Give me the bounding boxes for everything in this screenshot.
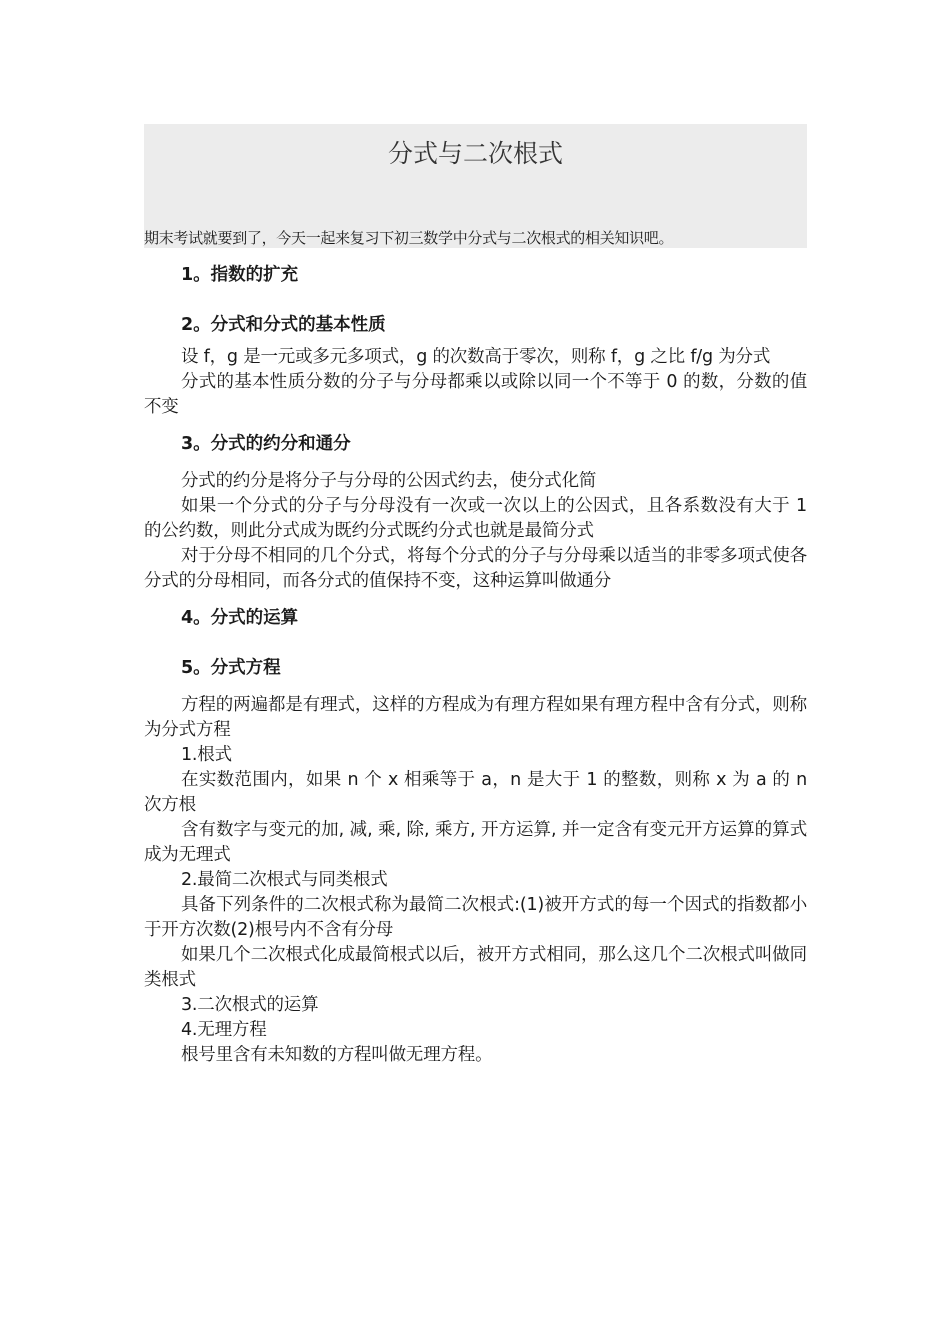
document-page: [144, 124, 807, 1068]
content-body: [144, 263, 807, 1068]
paragraph: 对于分母不相同的几个分式，将每个分式的分子与分母乘以适当的非零多项式使各分式的分母相同，而各分式的值保持不变，这种运算叫做通分: [144, 546, 807, 591]
section-heading: 2。分式和分式的基本性质: [181, 315, 386, 335]
paragraph: 设 f，g 是一元或多元多项式，g 的次数高于零次，则称 f，g 之比 f/g 为分式: [181, 347, 771, 367]
section-heading: 3。分式的约分和通分: [181, 434, 351, 454]
paragraph: 方程的两遍都是有理式，这样的方程成为有理方程如果有理方程中含有分式，则称为分式方程: [144, 695, 807, 740]
paragraph: 2.最简二次根式与同类根式: [181, 870, 388, 890]
section-heading: 5。分式方程: [181, 658, 281, 678]
paragraph: 含有数字与变元的加, 减, 乘, 除, 乘方, 开方运算, 并一定含有变元开方运算的算式成为无理式: [144, 820, 807, 865]
title-banner: [144, 124, 807, 248]
paragraph: 4.无理方程: [181, 1020, 267, 1040]
page-title: 分式与二次根式: [387, 139, 563, 168]
paragraph: 如果几个二次根式化成最简根式以后，被开方式相同，那么这几个二次根式叫做同类根式: [144, 945, 807, 990]
paragraph: 1.根式: [181, 745, 232, 765]
paragraph: 3.二次根式的运算: [181, 995, 319, 1015]
paragraph: 如果一个分式的分子与分母没有一次或一次以上的公因式，且各系数没有大于 1 的公约数，则此分式成为既约分式既约分式也就是最简分式: [144, 496, 807, 541]
paragraph: 分式的约分是将分子与分母的公因式约去，使分式化简: [181, 471, 597, 491]
intro-text: 期末考试就要到了，今天一起来复习下初三数学中分式与二次根式的相关知识吧。: [144, 229, 674, 247]
section-heading: 1。指数的扩充: [181, 265, 299, 285]
paragraph: 根号里含有未知数的方程叫做无理方程。: [181, 1045, 493, 1065]
section-heading: 4。分式的运算: [181, 608, 299, 628]
paragraph: 分式的基本性质分数的分子与分母都乘以或除以同一个不等于 0 的数，分数的值不变: [144, 372, 807, 417]
paragraph: 在实数范围内，如果 n 个 x 相乘等于 a，n 是大于 1 的整数，则称 x 为 a 的 n 次方根: [144, 770, 807, 815]
paragraph: 具备下列条件的二次根式称为最简二次根式:(1)被开方式的每一个因式的指数都小于开方次数(2)根号内不含有分母: [144, 895, 807, 940]
